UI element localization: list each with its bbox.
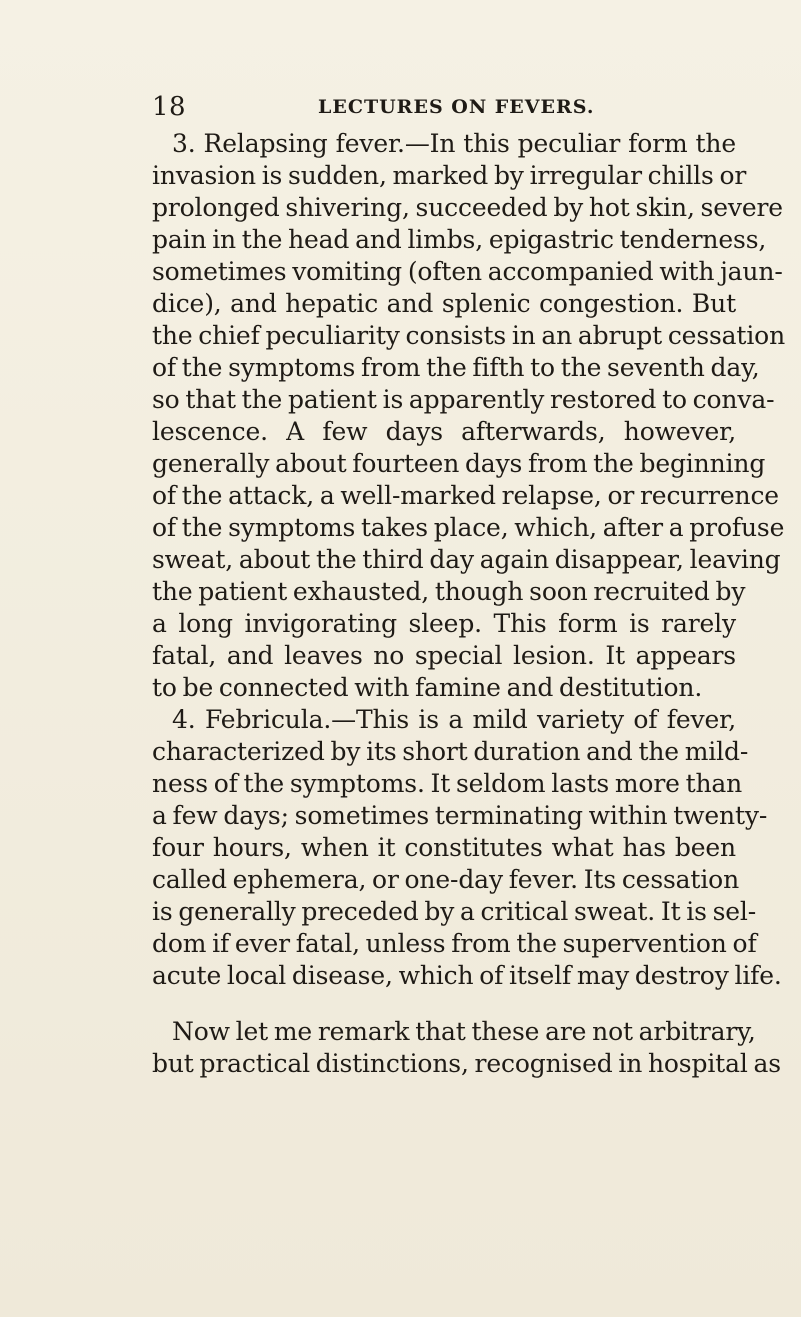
- text-line: characterized by its short duration and the mild-: [152, 737, 749, 766]
- text-line: generally about fourteen days from the beginning: [152, 449, 766, 478]
- text-line: dom if ever fatal, unless from the supervention of: [152, 929, 757, 958]
- text-line: of the attack, a well-marked relapse, or recurrence: [152, 481, 779, 510]
- text-line: a few days; sometimes terminating within twenty-: [152, 801, 768, 830]
- paragraph-febricula: [152, 704, 782, 992]
- text-line: ness of the symptoms. It seldom lasts more than: [152, 769, 743, 798]
- text-line: is generally preceded by a critical sweat. It is sel-: [152, 897, 757, 926]
- text-line: Now let me remark that these are not arbitrary,: [172, 1017, 756, 1046]
- text-line: lescence. A few days afterwards, however,: [152, 417, 736, 446]
- text-line: fatal, and leaves no special lesion. It appears: [152, 641, 736, 670]
- paragraph-gap: [152, 992, 736, 1016]
- text-line: prolonged shivering, succeeded by hot skin, severe: [152, 193, 783, 222]
- text-line: but practical distinctions, recognised in hospital as: [152, 1049, 781, 1078]
- text-line: pain in the head and limbs, epigastric tenderness,: [152, 225, 767, 254]
- text-line: dice), and hepatic and splenic congestion. But: [152, 289, 736, 318]
- text-line: acute local disease, which of itself may destroy life.: [152, 961, 782, 990]
- paragraph-remark: [152, 1016, 781, 1080]
- text-line: 3. Relapsing fever.—In this peculiar form the: [172, 129, 736, 158]
- text-line: to be connected with famine and destitution.: [152, 673, 703, 702]
- text-line: the patient exhausted, though soon recruited by: [152, 577, 746, 606]
- text-line: called ephemera, or one-day fever. Its cessation: [152, 865, 740, 894]
- text-line: sweat, about the third day again disappear, leaving: [152, 545, 781, 574]
- page-header: [0, 89, 801, 125]
- running-title: LECTURES ON FEVERS.: [318, 96, 595, 118]
- text-line: sometimes vomiting (often accompanied with jaun-: [152, 257, 783, 286]
- text-line: invasion is sudden, marked by irregular chills or: [152, 161, 747, 190]
- text-line: so that the patient is apparently restored to conva-: [152, 385, 775, 414]
- text-line: 4. Febricula.—This is a mild variety of fever,: [172, 705, 736, 734]
- text-line: four hours, when it constitutes what has been: [152, 833, 736, 862]
- page-number: 18: [152, 92, 187, 122]
- paragraph-relapsing-fever: [152, 128, 786, 704]
- body-text: [152, 128, 786, 1080]
- text-line: a long invigorating sleep. This form is rarely: [152, 609, 736, 638]
- text-line: of the symptoms from the fifth to the seventh day,: [152, 353, 760, 382]
- text-line: of the symptoms takes place, which, after a profuse: [152, 513, 785, 542]
- text-line: the chief peculiarity consists in an abrupt cessation: [152, 321, 786, 350]
